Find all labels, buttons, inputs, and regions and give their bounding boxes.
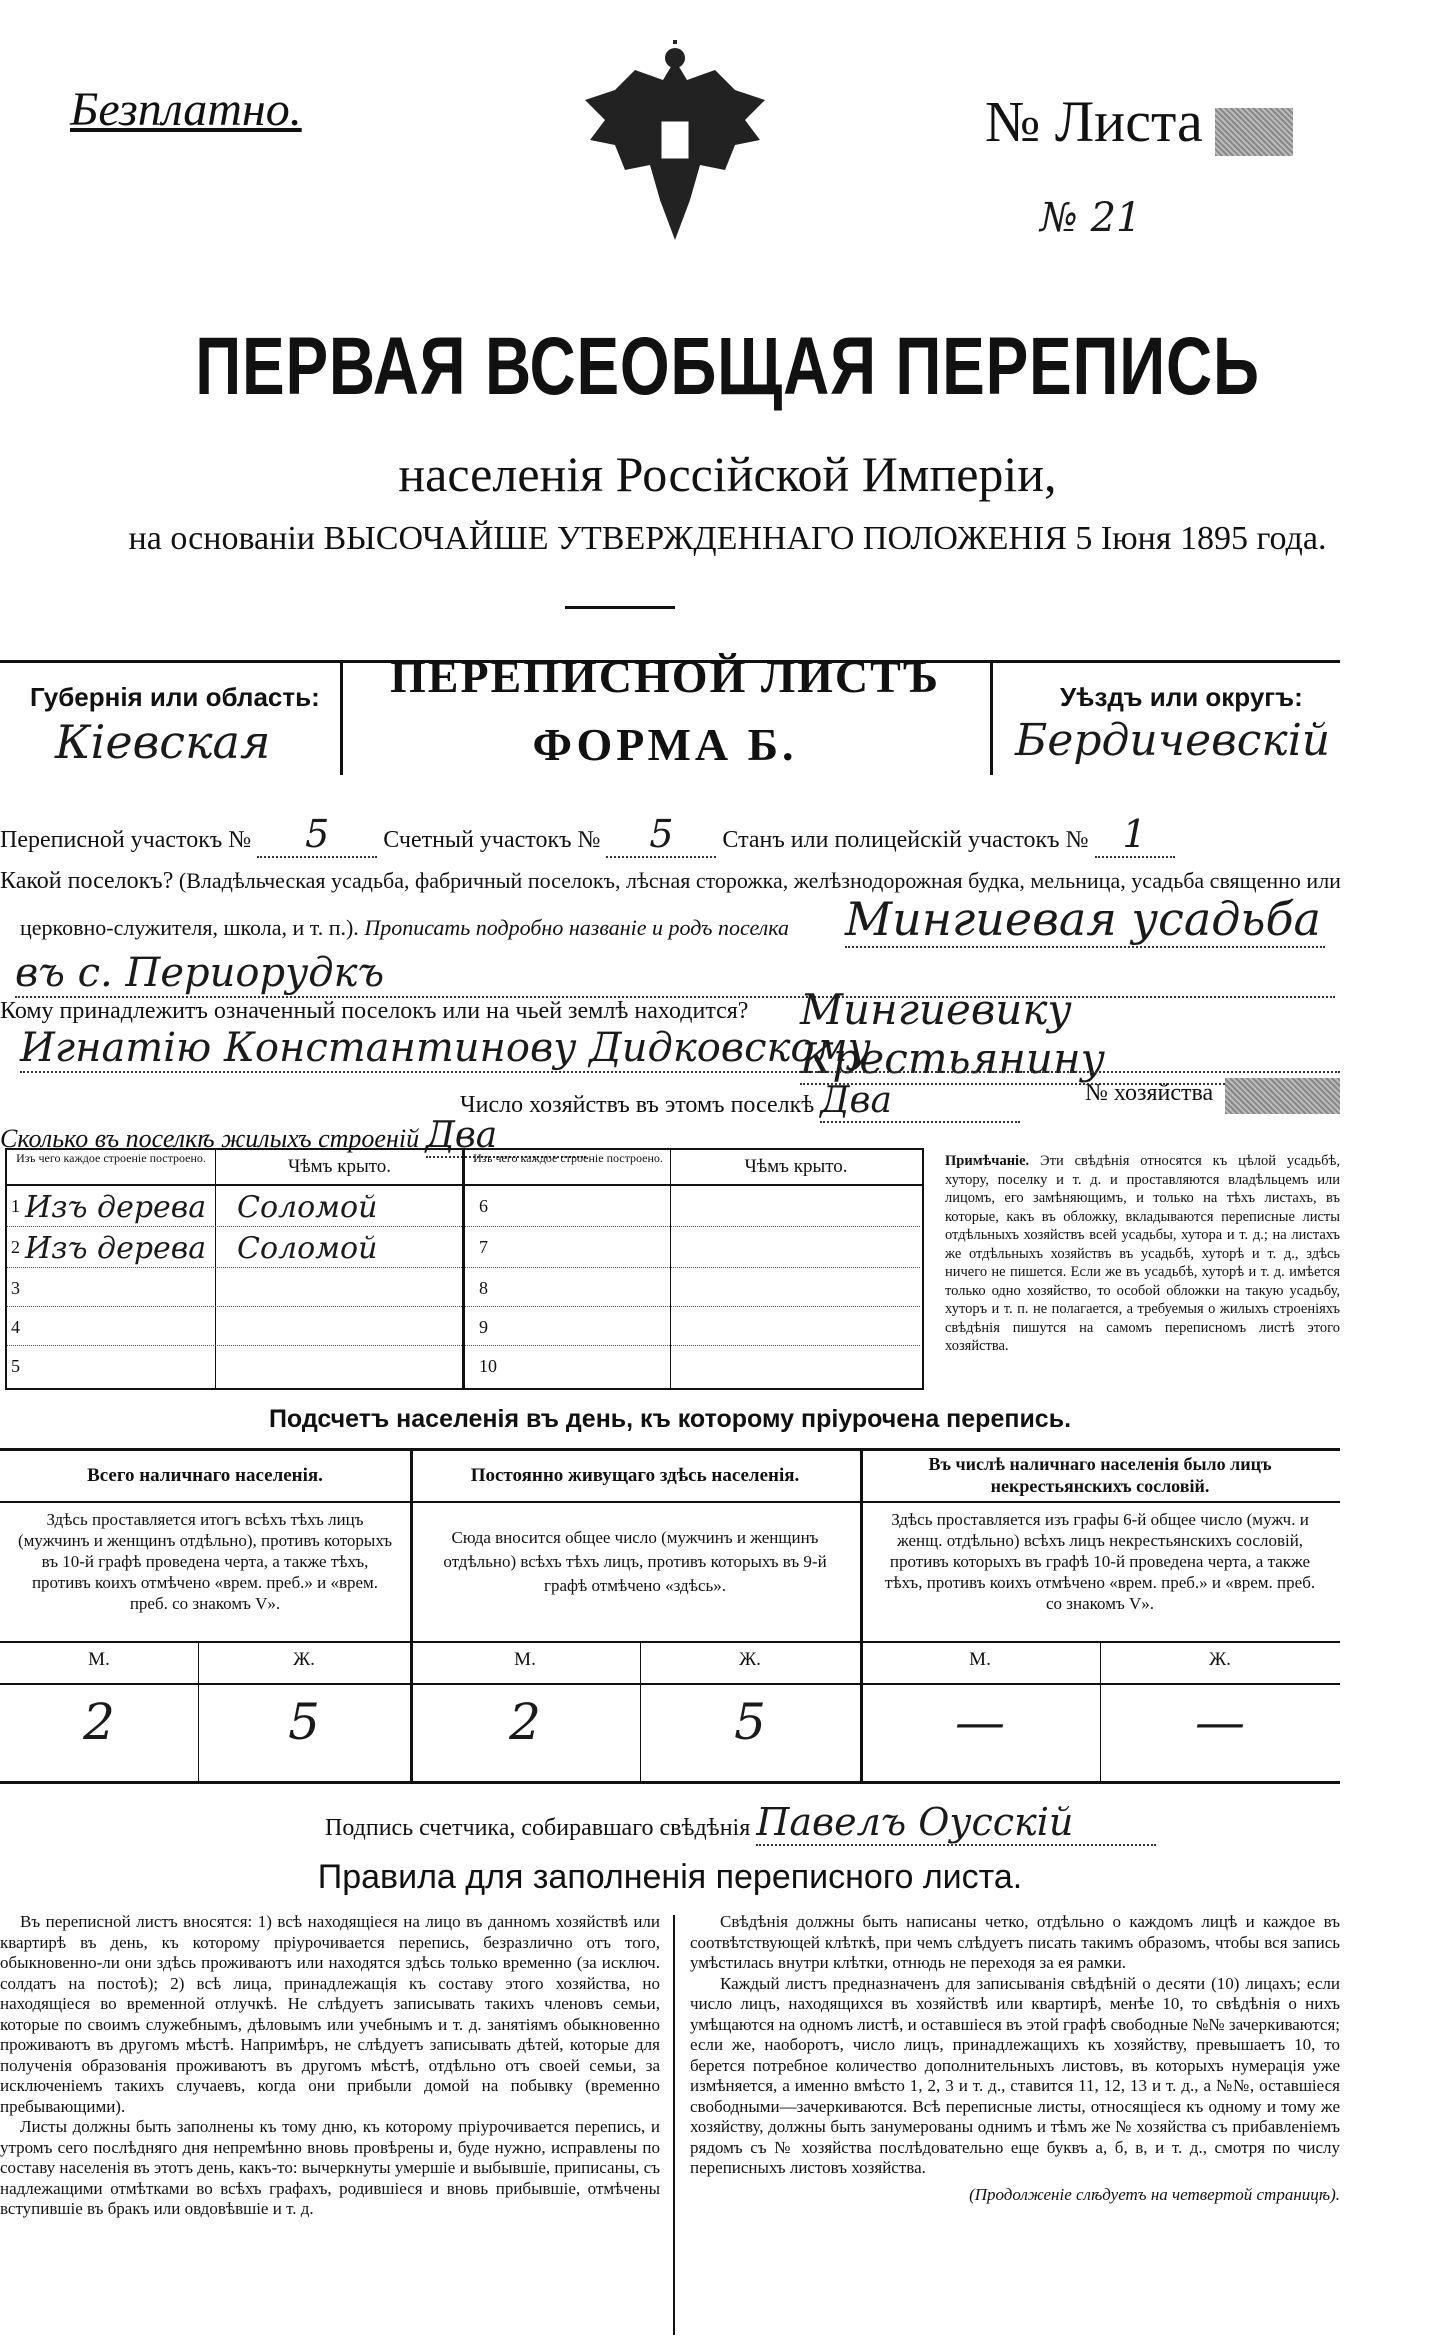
form-center-title: ПЕРЕПИСНОЙ ЛИСТЪ xyxy=(389,651,941,702)
rules-left-p1: Въ переписной листъ вносятся: 1) всѣ находящіеся на лицо въ данномъ хозяйствѣ или квартирѣ въ день, къ которому пріурочивается перепись, безразлично отъ того, обыкновенно-ли они здѣсь проживаютъ или находятся здѣсь только временно (за исключ. солдатъ на постоѣ); 2) всѣ лица, принадлежащія къ составу этого хозяйства, но находящіеся во временной отлучкѣ. Не слѣдуетъ записывать такихъ членовъ семьи, которые по своимъ служебнымъ, дѣловымъ или учебнымъ и т. д. занятіямъ обыкновенно проживаютъ въ другомъ мѣстѣ. Напримѣръ, не слѣдуетъ записывать дѣтей, которые для полученія образованія проживаютъ въ другомъ мѣстѣ, отдѣльно отъ своей семьи, за исключеніемъ такихъ случаевъ, когда они прибыли домой на побывку (временно пребывающими). xyxy=(0,1912,660,2116)
count-m-1: М. xyxy=(88,1649,110,1670)
form-header-right-divider xyxy=(990,660,993,775)
table-row xyxy=(7,1346,462,1384)
count-value: — xyxy=(955,1693,1005,1751)
row-built: Изъ дерева xyxy=(25,1190,207,1225)
count-table xyxy=(0,1448,1340,1784)
signature-value: Павелъ Оусскiй xyxy=(756,1800,1156,1846)
form-name: ФОРМА Б. xyxy=(532,719,798,770)
double-eagle-emblem xyxy=(575,40,775,250)
hh-count-label: Число хозяйствъ въ этомъ поселкѣ xyxy=(460,1092,815,1118)
stan-value: 1 xyxy=(1095,812,1175,858)
poselok-hint: (Владѣльческая усадьба, фабричный поселокъ, лѣсная сторожка, желѣзнодорожная будка, мельница, усадьба священно или xyxy=(178,868,1341,893)
col-built-header-left: Изъ чего каждое строеніе построено. xyxy=(16,1151,206,1165)
poselok-instruction: Прописать подробно названіе и родъ поселка xyxy=(364,915,790,940)
row-number: 1 xyxy=(11,1196,20,1216)
note-block xyxy=(945,1152,1340,1356)
count-value: 5 xyxy=(288,1693,320,1751)
poselok-value-2: въ с. Периорудкъ xyxy=(15,950,1335,998)
rules-right-column xyxy=(690,1912,1340,2205)
count-zh-3: Ж. xyxy=(1209,1649,1231,1670)
rules-heading: Правила для заполненія переписного листа. xyxy=(317,1858,1023,1896)
col-built-header-right: Изъ чего каждое строеніе построено. xyxy=(473,1151,663,1165)
row-number: 6 xyxy=(479,1196,488,1216)
gubernia-value: Кiевская xyxy=(55,715,271,769)
signature-label: Подпись счетчика, собиравшаго свѣдѣнія xyxy=(325,1815,751,1841)
perep-uchastok-label: Переписной участокъ № xyxy=(0,827,252,853)
rules-column-divider xyxy=(673,1915,675,2335)
row-number: 9 xyxy=(479,1317,488,1337)
owner-value-2: Игнатiю Константинову Дидковскому xyxy=(20,1025,1340,1073)
count-zh-2: Ж. xyxy=(739,1649,761,1670)
free-label: Безплатно. xyxy=(70,83,302,136)
count-col2-title: Постоянно живущаго здѣсь населенія. xyxy=(470,1465,800,1486)
note-label: Примѣчаніе. xyxy=(945,1153,1030,1169)
count-col1-text: Здѣсь проставляется итогъ всѣхъ тѣхъ лицъ (мужчинъ и женщинъ отдѣльно), противъ которыхъ въ 10-й графѣ проведена черта, а также тѣхъ, противъ коихъ отмѣчено «врем. преб.» и «врем. преб. со знакомъ V». xyxy=(18,1510,392,1613)
col-roof-header-left: Чѣмъ крыто. xyxy=(287,1156,392,1177)
row-number: 3 xyxy=(11,1278,20,1298)
table-row xyxy=(465,1186,920,1227)
row-number: 8 xyxy=(479,1278,488,1298)
table-row xyxy=(465,1268,920,1307)
table-row xyxy=(465,1346,920,1384)
count-m-3: М. xyxy=(969,1649,991,1670)
hh-count-value: Два xyxy=(820,1080,1020,1123)
table-row xyxy=(465,1227,920,1268)
count-value: 2 xyxy=(509,1693,541,1751)
poselok-value-1: Мингиевая усадьба xyxy=(845,892,1325,948)
perep-uchastok-value: 5 xyxy=(257,812,377,858)
census-subtitle: населенія Россійской Имперіи, xyxy=(398,446,1057,502)
sheet-number-label: № Листа xyxy=(985,89,1203,154)
poselok-question: Какой поселокъ? xyxy=(0,868,174,894)
schet-uchastok-value: 5 xyxy=(606,812,716,858)
count-m-2: М. xyxy=(514,1649,536,1670)
uezd-value: Бердичевскiй xyxy=(1015,715,1331,766)
stan-label: Станъ или полицейскiй участокъ № xyxy=(722,827,1089,853)
row-number: 5 xyxy=(11,1356,20,1376)
census-title: ПЕРВАЯ ВСЕОБЩАЯ ПЕРЕПИСЬ xyxy=(195,321,1260,412)
buildings-table xyxy=(5,1148,924,1390)
row-number: 7 xyxy=(479,1237,488,1257)
table-row xyxy=(7,1307,462,1346)
row-roof: Соломой xyxy=(237,1231,378,1266)
gubernia-label: Губернія или область: xyxy=(30,682,320,712)
row-number: 2 xyxy=(11,1237,20,1257)
rules-right-p2: Каждый листъ предназначенъ для записыванія свѣдѣній о десяти (10) лицахъ; если число лицъ, находящихся въ хозяйствѣ или квартирѣ, менѣе 10, то свѣдѣнія о нихъ умѣщаются на одномъ листѣ, и оставшіеся въ этой графѣ свободные №№ зачеркиваются; если же, наоборотъ, число лицъ, принадлежащихъ къ хозяйству, превышаетъ 10, то берется потребное количество дополнительныхъ листовъ, въ которыхъ нумерація уже измѣняется, а именно вмѣсто 1, 2, 3 и т. д., ставится 11, 12, 13 и т. д., а №№, оставшіеся свободными—зачеркиваются. Всѣ переписные листы, относящіеся къ одному и тому же хозяйству, должны быть занумерованы однимъ и тѣмъ же № хозяйства съ прибавленіемъ рядомъ съ № хозяйства послѣдовательно еще буквъ а, б, в, и т. д., смотря по числу переписныхъ листовъ хозяйства. xyxy=(690,1973,1340,2177)
count-value: 2 xyxy=(83,1693,115,1751)
table-row xyxy=(7,1227,462,1268)
buildings-value: Два xyxy=(426,1115,586,1158)
buildings-question: Сколько въ поселкѣ жилыхъ строеній xyxy=(0,1124,420,1153)
rules-right-p1: Свѣдѣнія должны быть написаны четко, отдѣльно о каждомъ лицѣ и каждое въ соотвѣтствующей клѣткѣ, при чемъ слѣдуетъ писать такимъ образомъ, чтобы вся запись умѣстилась внутри клѣтки, отнюдь не переходя за ея рамки. xyxy=(690,1912,1340,1972)
rules-left-p2: Листы должны быть заполнены къ тому дню, къ которому пріурочивается перепись, и утромъ сего послѣдняго дня непремѣнно вновь провѣрены и, буде нужно, исправлены по составу населенія въ этотъ день, какъ-то: вычеркнуты умершіе и выбывшіе, приписаны, съ надлежащими отмѣтками во всѣхъ графахъ, родившіеся и вновь прибывшіе, отмѣчены вступившіе въ бракъ или овдовѣвшіе и т. д. xyxy=(0,2117,660,2218)
count-col1-title: Всего наличнаго населенія. xyxy=(87,1465,323,1486)
count-value: — xyxy=(1195,1693,1245,1751)
rules-left-column xyxy=(0,1912,660,2220)
sheet-number-hand: № 21 xyxy=(1040,195,1142,241)
sheet-number-redacted xyxy=(1215,108,1293,156)
rules-continue: (Продолженіе слѣдуетъ на четвертой страницѣ). xyxy=(969,2184,1340,2204)
count-heading: Подсчетъ населенія въ день, къ которому пріурочена перепись. xyxy=(268,1405,1072,1433)
owner-value-1: Мингиевику Крестьянину xyxy=(800,985,1340,1085)
note-text: Эти свѣдѣнія относятся къ цѣлой усадьбѣ, хутору, поселку и т. д. и проставляются владѣльцемъ или лицомъ, его замѣняющимъ, и только на тѣхъ листахъ, въ которые, какъ въ обложку, вкладываются переписные листы отдѣльныхъ хозяйствъ всей усадьбы, хутора и т. д.; на листахъ же отдѣльныхъ хозяйствъ въ усадьбѣ, хуторѣ и т. д., здѣсь ничего не пишется. Если же въ усадьбѣ, хуторѣ и т. д. имѣется только одно хозяйство, то особой обложки на такую усадьбу, хуторъ и т. п. не полагается, а требуемыя о жилыхъ строеніяхъ свѣдѣнія пишутся на самомъ переписномъ листѣ этого хозяйства. xyxy=(945,1153,1341,1354)
row-built: Изъ дерева xyxy=(25,1231,207,1266)
owner-question: Кому принадлежитъ означенный поселокъ или на чьей землѣ находится? xyxy=(0,998,749,1024)
table-row xyxy=(7,1268,462,1307)
row-number: 10 xyxy=(479,1356,497,1376)
table-row xyxy=(465,1307,920,1346)
count-col2-text: Сюда вносится общее число (мужчинъ и женщинъ отдѣльно) всѣхъ тѣхъ лицъ, противъ которыхъ въ 9-й графѣ отмѣчено «здѣсь». xyxy=(443,1528,827,1595)
hh-no-redacted xyxy=(1225,1078,1340,1114)
hh-no-label: № хозяйства xyxy=(1085,1080,1214,1106)
col-roof-header-right: Чѣмъ крыто. xyxy=(744,1156,848,1177)
count-col3-title: Въ числѣ наличнаго населенія было лицъ некрестьянскихъ сословій. xyxy=(928,1454,1272,1496)
schet-uchastok-label: Счетный участокъ № xyxy=(383,827,601,853)
count-value: 5 xyxy=(734,1693,766,1751)
row-number: 4 xyxy=(11,1317,20,1337)
row-roof: Соломой xyxy=(237,1190,378,1225)
census-basis: на основаніи ВЫСОЧАЙШЕ УТВЕРЖДЕННАГО ПОЛОЖЕНІЯ 5 Іюня 1895 года. xyxy=(128,520,1327,557)
count-col3-text: Здѣсь проставляется изъ графы 6-й общее число (мужч. и женщ. отдѣльно) всѣхъ лицъ некрестьянскихъ сословій, противъ которыхъ въ графѣ 10-й проведена черта, а также тѣхъ, противъ коихъ отмѣчено «врем. преб.» и «врем. преб. со знакомъ V». xyxy=(884,1510,1316,1613)
uezd-label: Уѣздъ или округъ: xyxy=(1060,682,1303,712)
table-row xyxy=(7,1186,462,1227)
count-zh-1: Ж. xyxy=(293,1649,315,1670)
divider xyxy=(565,606,675,609)
poselok-hint-cont: церковно-служителя, школа, и т. п.). xyxy=(20,915,359,940)
